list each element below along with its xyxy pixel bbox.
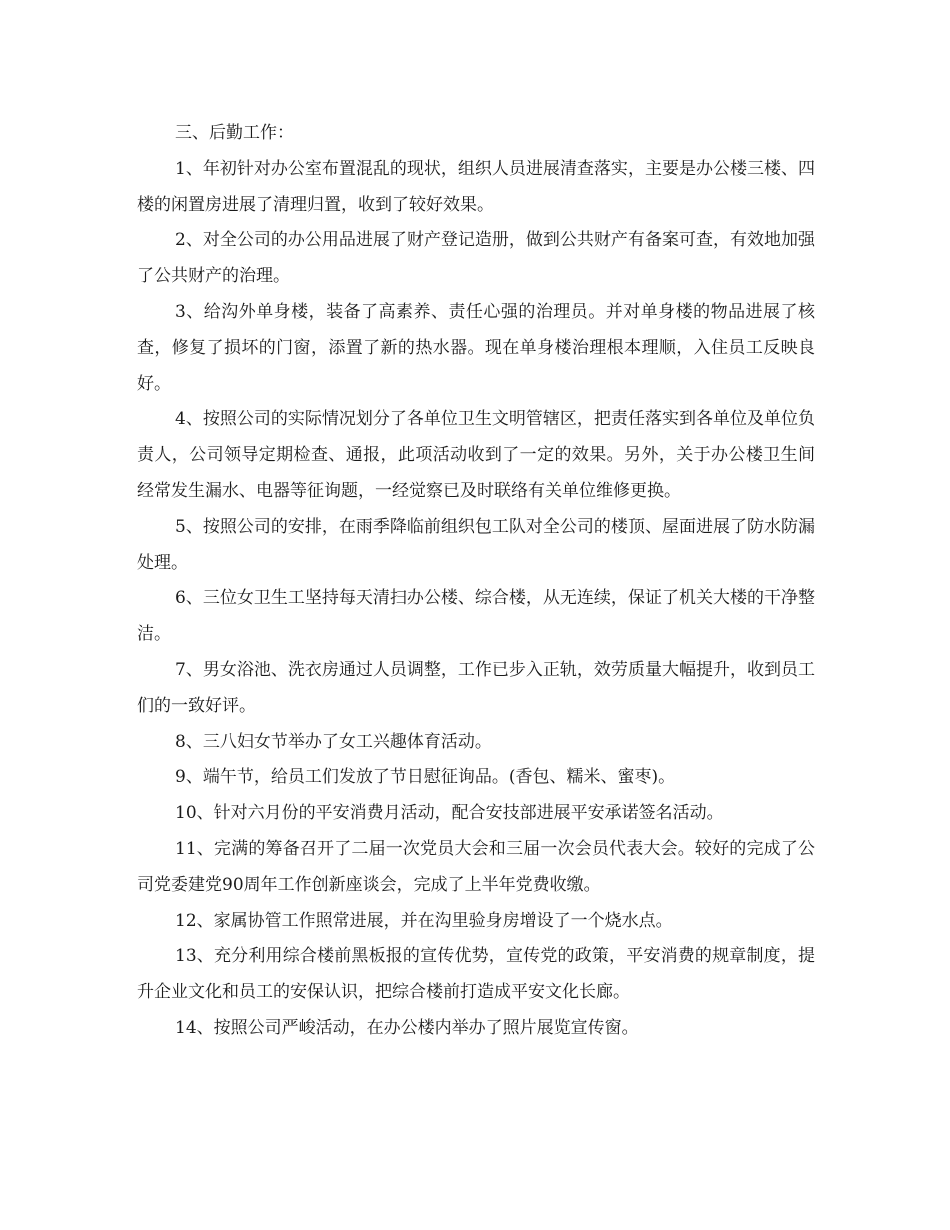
section-heading: 三、后勤工作： bbox=[175, 123, 294, 143]
paragraph-14: 14、按照公司严峻活动，在办公楼内举办了照片展览宣传窗。 bbox=[175, 1017, 639, 1038]
paragraph-4: 4、按照公司的实际情况划分了各单位卫生文明管辖区，把责任落实到各单位及单位负责人，公司领导定期检查、通报，此项活动收到了一定的效果。另外，关于办公楼卫生间经常发生漏水、电器等征询题，一经觉察已及时联络有关单位维修更换。 bbox=[137, 409, 815, 501]
paragraph-6: 6、三位女卫生工坚持每天清扫办公楼、综合楼，从无连续，保证了机关大楼的干净整洁。 bbox=[137, 588, 815, 645]
paragraph-12: 12、家属协管工作照常进展，并在沟里验身房增设了一个烧水点。 bbox=[175, 910, 673, 931]
paragraph-9: 9、端午节，给员工们发放了节日慰征询品。(香包、糯米、蜜枣)。 bbox=[175, 767, 676, 788]
paragraph-11: 11、完满的筹备召开了二届一次党员大会和三届一次会员代表大会。较好的完成了公司党委建党90周年工作创新座谈会，完成了上半年党费收缴。 bbox=[137, 838, 815, 895]
paragraph-8: 8、三八妇女节举办了女工兴趣体育活动。 bbox=[175, 731, 492, 752]
paragraph-1: 1、年初针对办公室布置混乱的现状，组织人员进展清查落实，主要是办公楼三楼、四楼的闲置房进展了清理归置，收到了较好效果。 bbox=[137, 158, 815, 215]
document-body bbox=[137, 116, 815, 1047]
paragraph-7: 7、男女浴池、洗衣房通过人员调整，工作已步入正轨，效劳质量大幅提升，收到员工们的一致好评。 bbox=[137, 659, 815, 716]
paragraph-13: 13、充分利用综合楼前黑板报的宣传优势，宣传党的政策，平安消费的规章制度，提升企业文化和员工的安保认识，把综合楼前打造成平安文化长廊。 bbox=[137, 946, 815, 1003]
paragraph-3: 3、给沟外单身楼，装备了高素养、责任心强的治理员。并对单身楼的物品进展了核查，修复了损坏的门窗，添置了新的热水器。现在单身楼治理根本理顺，入住员工反映良好。 bbox=[137, 301, 815, 394]
paragraph-10: 10、针对六月份的平安消费月活动，配合安技部进展平安承诺签名活动。 bbox=[175, 803, 724, 824]
paragraph-2: 2、对全公司的办公用品进展了财产登记造册，做到公共财产有备案可查，有效地加强了公共财产的治理。 bbox=[137, 230, 815, 287]
paragraph-5: 5、按照公司的安排，在雨季降临前组织包工队对全公司的楼顶、屋面进展了防水防漏处理。 bbox=[137, 516, 815, 573]
